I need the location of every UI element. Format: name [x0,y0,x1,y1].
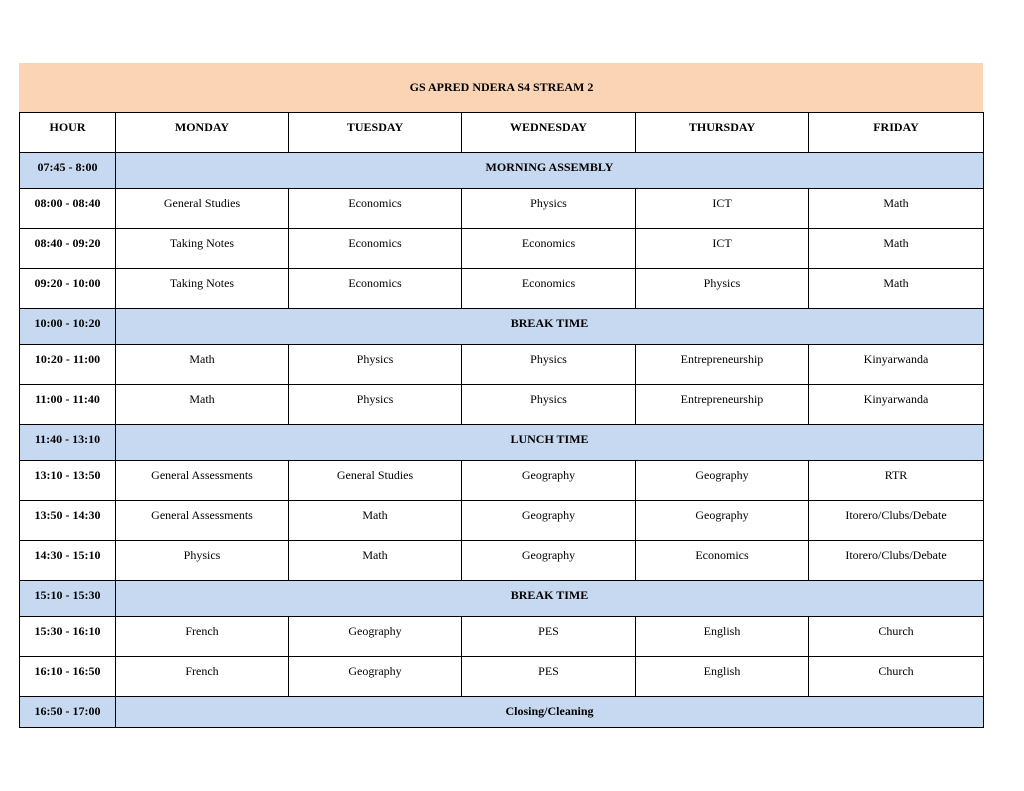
header-tuesday: TUESDAY [289,113,462,153]
subject-cell-thursday: Geography [636,461,809,501]
break-label: MORNING ASSEMBLY [116,153,984,189]
subject-cell-monday: Physics [116,541,289,581]
hour-cell: 08:00 - 08:40 [20,189,116,229]
hour-cell: 11:40 - 13:10 [20,425,116,461]
header-friday: FRIDAY [809,113,984,153]
lesson-row [20,229,984,269]
subject-cell-thursday: Geography [636,501,809,541]
subject-cell-monday: General Assessments [116,501,289,541]
break-row [20,425,984,461]
subject-cell-monday: French [116,617,289,657]
header-row [20,113,984,153]
lesson-row [20,345,984,385]
subject-cell-wednesday: PES [462,657,636,697]
subject-cell-wednesday: Physics [462,189,636,229]
break-label: BREAK TIME [116,581,984,617]
break-row [20,153,984,189]
subject-cell-wednesday: Economics [462,269,636,309]
hour-cell: 13:10 - 13:50 [20,461,116,501]
subject-cell-friday: Itorero/Clubs/Debate [809,501,984,541]
lesson-row [20,461,984,501]
header-hour: HOUR [20,113,116,153]
timetable-table [19,112,984,728]
hour-cell: 15:30 - 16:10 [20,617,116,657]
subject-cell-friday: Kinyarwanda [809,345,984,385]
subject-cell-wednesday: Geography [462,541,636,581]
subject-cell-thursday: English [636,657,809,697]
subject-cell-monday: Taking Notes [116,269,289,309]
subject-cell-wednesday: Geography [462,501,636,541]
subject-cell-friday: Church [809,657,984,697]
subject-cell-tuesday: Economics [289,269,462,309]
subject-cell-thursday: Physics [636,269,809,309]
lesson-row [20,189,984,229]
subject-cell-friday: RTR [809,461,984,501]
subject-cell-thursday: ICT [636,229,809,269]
timetable-body [20,153,984,728]
subject-cell-wednesday: PES [462,617,636,657]
hour-cell: 09:20 - 10:00 [20,269,116,309]
hour-cell: 16:50 - 17:00 [20,697,116,728]
subject-cell-tuesday: Economics [289,229,462,269]
subject-cell-tuesday: Physics [289,345,462,385]
subject-cell-wednesday: Geography [462,461,636,501]
lesson-row [20,657,984,697]
subject-cell-tuesday: General Studies [289,461,462,501]
break-label: LUNCH TIME [116,425,984,461]
subject-cell-friday: Math [809,229,984,269]
break-label: Closing/Cleaning [116,697,984,728]
header-wednesday: WEDNESDAY [462,113,636,153]
subject-cell-thursday: English [636,617,809,657]
subject-cell-tuesday: Math [289,541,462,581]
break-label: BREAK TIME [116,309,984,345]
header-monday: MONDAY [116,113,289,153]
hour-cell: 11:00 - 11:40 [20,385,116,425]
lesson-row [20,541,984,581]
subject-cell-wednesday: Economics [462,229,636,269]
subject-cell-friday: Itorero/Clubs/Debate [809,541,984,581]
subject-cell-friday: Math [809,189,984,229]
lesson-row [20,269,984,309]
subject-cell-thursday: ICT [636,189,809,229]
timetable-sheet [19,63,983,728]
hour-cell: 07:45 - 8:00 [20,153,116,189]
header-thursday: THURSDAY [636,113,809,153]
subject-cell-monday: General Assessments [116,461,289,501]
hour-cell: 10:20 - 11:00 [20,345,116,385]
subject-cell-thursday: Entrepreneurship [636,345,809,385]
subject-cell-tuesday: Physics [289,385,462,425]
subject-cell-tuesday: Geography [289,617,462,657]
lesson-row [20,617,984,657]
break-row [20,309,984,345]
hour-cell: 16:10 - 16:50 [20,657,116,697]
subject-cell-monday: Taking Notes [116,229,289,269]
subject-cell-thursday: Entrepreneurship [636,385,809,425]
subject-cell-tuesday: Math [289,501,462,541]
subject-cell-tuesday: Geography [289,657,462,697]
lesson-row [20,385,984,425]
hour-cell: 08:40 - 09:20 [20,229,116,269]
closing-row [20,697,984,728]
subject-cell-thursday: Economics [636,541,809,581]
hour-cell: 10:00 - 10:20 [20,309,116,345]
subject-cell-tuesday: Economics [289,189,462,229]
lesson-row [20,501,984,541]
timetable-title: GS APRED NDERA S4 STREAM 2 [19,63,983,112]
subject-cell-friday: Kinyarwanda [809,385,984,425]
subject-cell-wednesday: Physics [462,345,636,385]
subject-cell-monday: French [116,657,289,697]
subject-cell-wednesday: Physics [462,385,636,425]
hour-cell: 14:30 - 15:10 [20,541,116,581]
subject-cell-monday: General Studies [116,189,289,229]
subject-cell-friday: Church [809,617,984,657]
hour-cell: 15:10 - 15:30 [20,581,116,617]
subject-cell-friday: Math [809,269,984,309]
subject-cell-monday: Math [116,385,289,425]
break-row [20,581,984,617]
hour-cell: 13:50 - 14:30 [20,501,116,541]
subject-cell-monday: Math [116,345,289,385]
